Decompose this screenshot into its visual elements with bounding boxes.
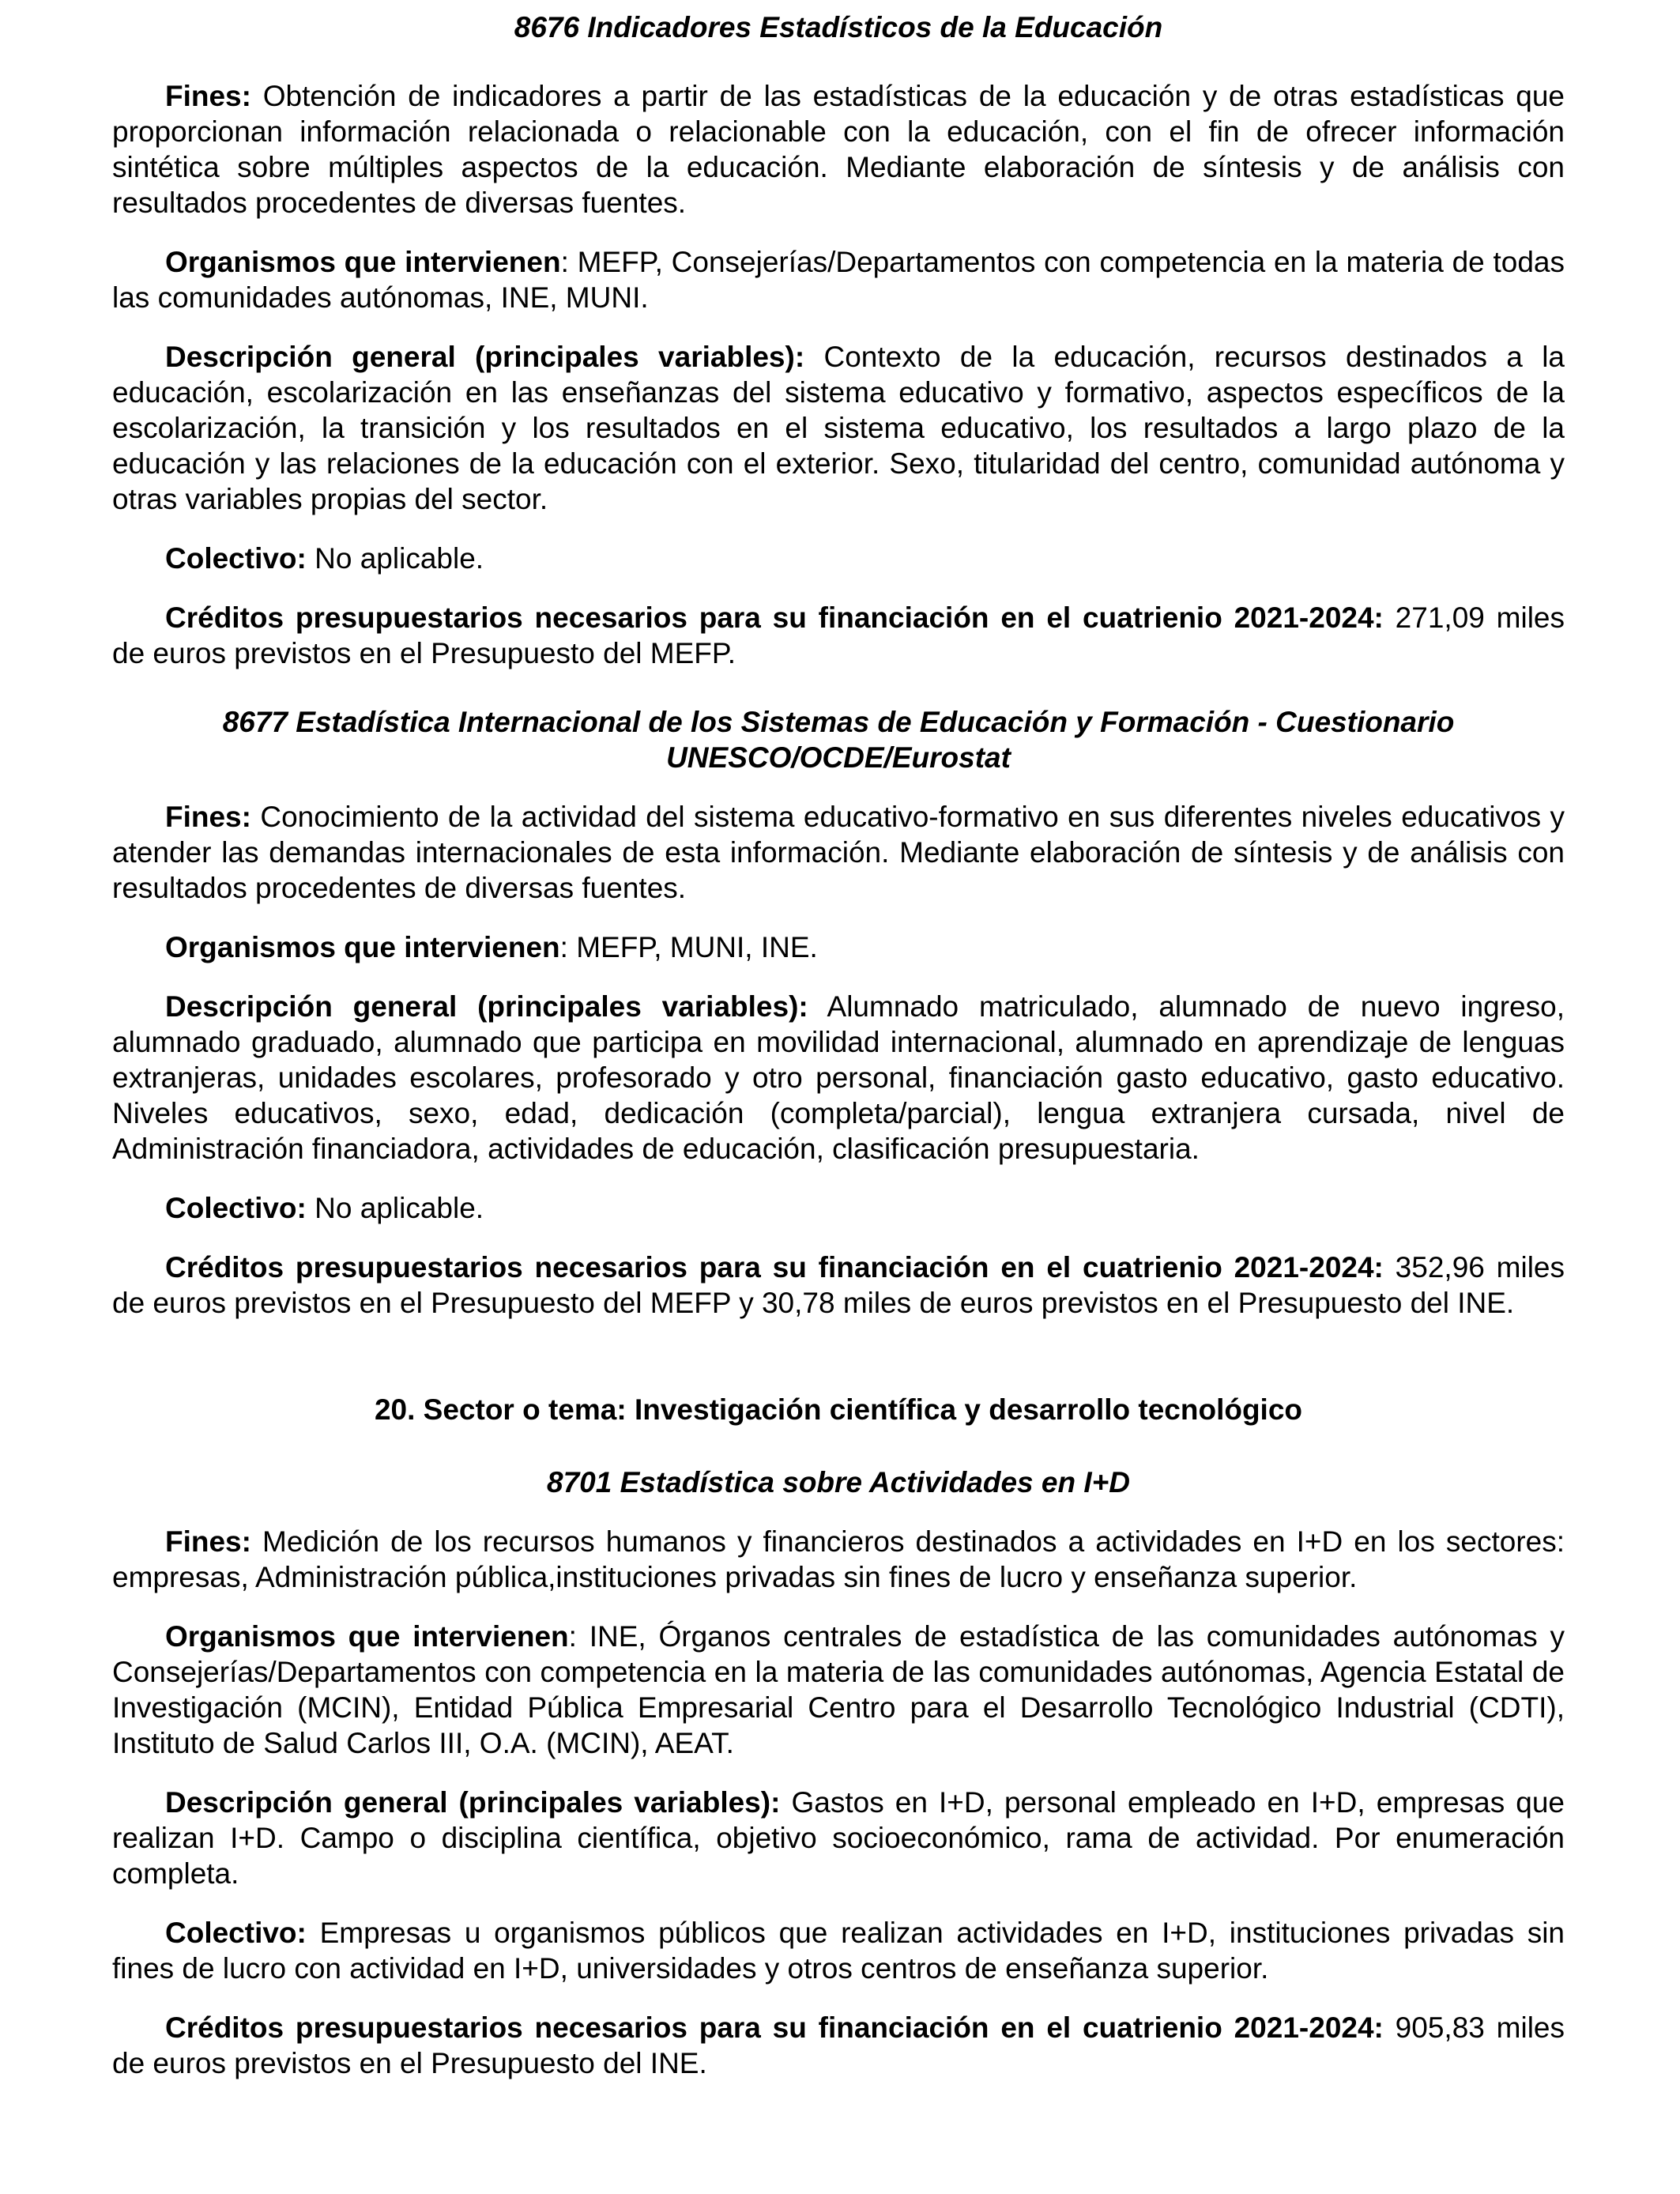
creditos-text: 271,09 miles de euros previstos en el Presupuesto del MEFP.	[112, 601, 1565, 669]
colectivo-text: Empresas u organismos públicos que realizan actividades en I+D, instituciones privadas sin fines de lucro con actividad en I+D, universidades y otros centros de enseñanza superior.	[112, 1917, 1565, 1985]
descripcion-label: Descripción general (principales variables):	[165, 990, 808, 1023]
operation-title-8677	[112, 704, 1565, 775]
organismos-text: : MEFP, MUNI, INE.	[559, 931, 818, 963]
colectivo-paragraph	[112, 541, 1565, 576]
organismos-label: Organismos que intervienen	[165, 1620, 569, 1653]
creditos-text: 352,96 miles de euros previstos en el Presupuesto del MEFP y 30,78 miles de euros previstos en el Presupuesto del INE.	[112, 1251, 1565, 1319]
document-page	[112, 0, 1565, 2081]
descripcion-paragraph	[112, 339, 1565, 517]
colectivo-paragraph	[112, 1915, 1565, 1986]
descripcion-paragraph	[112, 1785, 1565, 1891]
creditos-label: Créditos presupuestarios necesarios para su financiación en el cuatrienio 2021-2024:	[165, 1251, 1384, 1284]
descripcion-paragraph	[112, 989, 1565, 1167]
fines-text: Medición de los recursos humanos y financieros destinados a actividades en I+D en los sectores: empresas, Administración pública,instituciones privadas sin fines de lucro y enseñanza superior.	[112, 1525, 1565, 1593]
colectivo-text: No aplicable.	[306, 542, 484, 575]
organismos-paragraph	[112, 244, 1565, 315]
organismos-label: Organismos que intervienen	[165, 246, 561, 278]
colectivo-label: Colectivo:	[165, 1917, 307, 1949]
colectivo-label: Colectivo:	[165, 542, 307, 575]
fines-label: Fines:	[165, 1525, 251, 1558]
organismos-text: : INE, Órganos centrales de estadística de las comunidades autónomas y Consejerías/Departamentos con competencia en la materia de las comunidades autónomas, Agencia Estatal de Investigación (MCIN), Entidad Pública Empresarial Centro para el Desarrollo Tecnológico Industrial (CDTI), Instituto de Salud Carlos III, O.A. (MCIN), AEAT.	[112, 1620, 1565, 1759]
fines-paragraph	[112, 799, 1565, 906]
colectivo-label: Colectivo:	[165, 1192, 307, 1224]
organismos-label: Organismos que intervienen	[165, 931, 560, 963]
fines-label: Fines:	[165, 801, 251, 833]
descripcion-text: Alumnado matriculado, alumnado de nuevo ingreso, alumnado graduado, alumnado que participa en movilidad internacional, alumnado en aprendizaje de lenguas extranjeras, unidades escolares, profesorado y otro personal, financiación gasto educativo, gasto educativo. Niveles educativos, sexo, edad, dedicación (completa/parcial), lengua extranjera cursada, nivel de Administración financiadora, actividades de educación, clasificación presupuestaria.	[112, 990, 1565, 1165]
operation-title-line-1: 8677 Estadística Internacional de los Sistemas de Educación y Formación - Cuestionario	[222, 706, 1455, 738]
organismos-text: : MEFP, Consejerías/Departamentos con competencia en la materia de todas las comunidades autónomas, INE, MUNI.	[112, 246, 1565, 314]
creditos-text: 905,83 miles de euros previstos en el Presupuesto del INE.	[112, 2011, 1565, 2079]
sector-title: 20. Sector o tema: Investigación científica y desarrollo tecnológico	[374, 1393, 1303, 1426]
fines-paragraph	[112, 78, 1565, 221]
creditos-paragraph	[112, 1250, 1565, 1321]
descripcion-label: Descripción general (principales variables):	[165, 341, 805, 373]
organismos-paragraph	[112, 929, 1565, 965]
fines-paragraph	[112, 1524, 1565, 1595]
creditos-label: Créditos presupuestarios necesarios para su financiación en el cuatrienio 2021-2024:	[165, 601, 1384, 634]
organismos-paragraph	[112, 1619, 1565, 1761]
operation-title-8701: 8701 Estadística sobre Actividades en I+D	[547, 1466, 1130, 1498]
creditos-label: Créditos presupuestarios necesarios para su financiación en el cuatrienio 2021-2024:	[165, 2011, 1384, 2044]
descripcion-text: Contexto de la educación, recursos destinados a la educación, escolarización en las enseñanzas del sistema educativo y formativo, aspectos específicos de la escolarización, la transición y los resultados en el sistema educativo, los resultados a largo plazo de la educación y las relaciones de la educación con el exterior. Sexo, titularidad del centro, comunidad autónoma y otras variables propias del sector.	[112, 341, 1565, 515]
descripcion-label: Descripción general (principales variables):	[165, 1786, 781, 1819]
colectivo-text: No aplicable.	[306, 1192, 484, 1224]
operation-title-8676: 8676 Indicadores Estadísticos de la Educación	[514, 11, 1163, 43]
descripcion-text: Gastos en I+D, personal empleado en I+D, empresas que realizan I+D. Campo o disciplina científica, objetivo socioeconómico, rama de actividad. Por enumeración completa.	[112, 1786, 1565, 1890]
operation-title-line-2: UNESCO/OCDE/Eurostat	[666, 741, 1011, 774]
fines-label: Fines:	[165, 80, 251, 112]
fines-text: Obtención de indicadores a partir de las estadísticas de la educación y de otras estadísticas que proporcionan información relacionada o relacionable con la educación, con el fin de ofrecer información sintética sobre múltiples aspectos de la educación. Mediante elaboración de síntesis y de análisis con resultados procedentes de diversas fuentes.	[112, 80, 1565, 219]
fines-text: Conocimiento de la actividad del sistema educativo-formativo en sus diferentes niveles educativos y atender las demandas internacionales de esta información. Mediante elaboración de síntesis y de análisis con resultados procedentes de diversas fuentes.	[112, 801, 1565, 904]
colectivo-paragraph	[112, 1190, 1565, 1226]
creditos-paragraph	[112, 600, 1565, 671]
creditos-paragraph	[112, 2010, 1565, 2081]
